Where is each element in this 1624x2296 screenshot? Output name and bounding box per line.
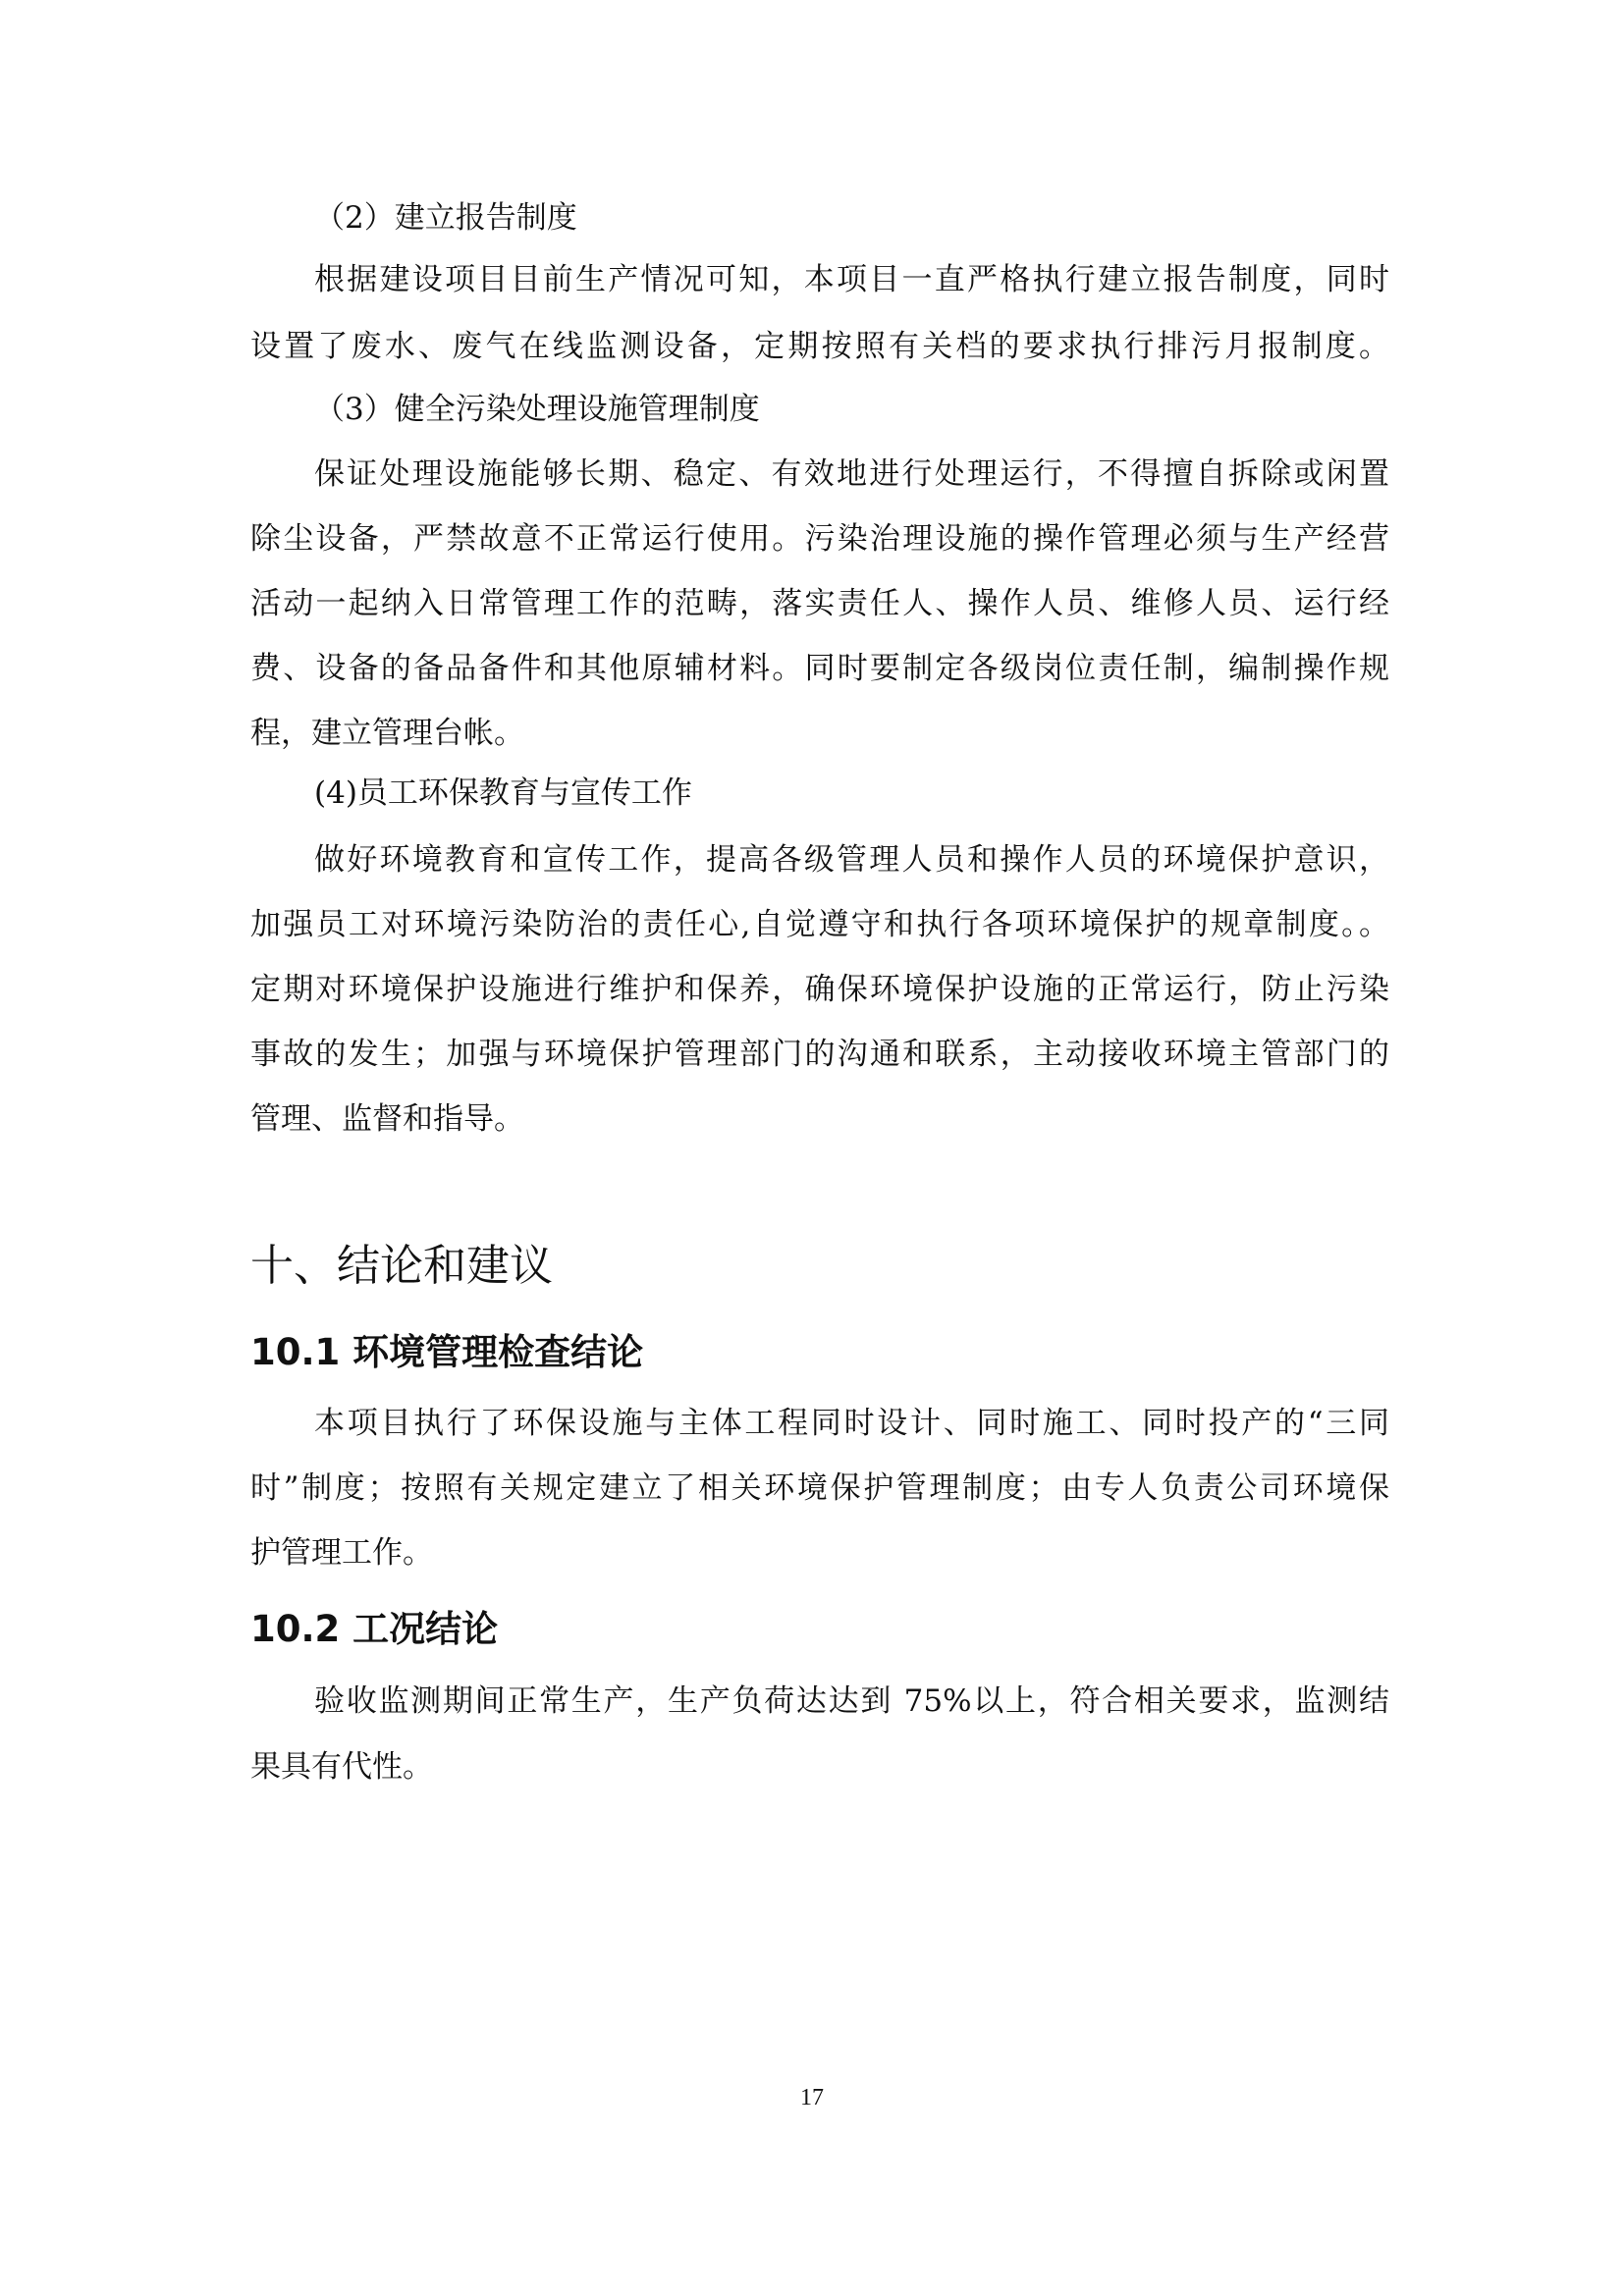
paragraph-line: 活动一起纳入日常管理工作的范畴，落实责任人、操作人员、维修人员、运行经	[250, 586, 1389, 621]
section-4-heading: (4)员工环保教育与宣传工作	[314, 775, 692, 811]
paragraph-line: 除尘设备，严禁故意不正常运行使用。污染治理设施的操作管理必须与生产经营	[250, 521, 1389, 557]
paragraph-line: 程，建立管理台帐。	[250, 716, 524, 751]
paragraph-line: 设置了废水、废气在线监测设备，定期按照有关档的要求执行排污月报制度。	[250, 329, 1389, 364]
paragraph-line: 管理、监督和指导。	[250, 1101, 524, 1137]
paragraph-line: 果具有代性。	[250, 1749, 433, 1785]
page-number: 17	[800, 2085, 824, 2110]
paragraph-line: 根据建设项目目前生产情况可知，本项目一直严格执行建立报告制度，同时	[314, 262, 1389, 297]
paragraph-line: 验收监测期间正常生产，生产负荷达达到 75%以上，符合相关要求，监测结	[314, 1683, 1389, 1719]
chapter-title: 十、结论和建议	[250, 1241, 553, 1291]
paragraph-line: 时”制度；按照有关规定建立了相关环境保护管理制度；由专人负责公司环境保	[250, 1470, 1389, 1506]
paragraph-line: 做好环境教育和宣传工作，提高各级管理人员和操作人员的环境保护意识，	[314, 842, 1389, 878]
section-3-heading: （3）健全污染处理设施管理制度	[314, 392, 760, 427]
paragraph-line: 本项目执行了环保设施与主体工程同时设计、同时施工、同时投产的“三同	[314, 1406, 1389, 1441]
paragraph-line: 事故的发生；加强与环境保护管理部门的沟通和联系，主动接收环境主管部门的	[250, 1037, 1389, 1072]
paragraph-line: 保证处理设施能够长期、稳定、有效地进行处理运行，不得擅自拆除或闲置	[314, 456, 1389, 492]
paragraph-line: 加强员工对环境污染防治的责任心,自觉遵守和执行各项环境保护的规章制度。。	[250, 907, 1389, 942]
paragraph-line: 定期对环境保护设施进行维护和保养，确保环境保护设施的正常运行，防止污染	[250, 972, 1389, 1007]
subsection-10-1-title: 10.1 环境管理检查结论	[250, 1331, 644, 1373]
paragraph-line: 费、设备的备品备件和其他原辅材料。同时要制定各级岗位责任制，编制操作规	[250, 651, 1389, 686]
subsection-10-2-title: 10.2 工况结论	[250, 1608, 499, 1650]
paragraph-line: 护管理工作。	[250, 1535, 433, 1571]
section-2-heading: （2）建立报告制度	[314, 200, 577, 236]
